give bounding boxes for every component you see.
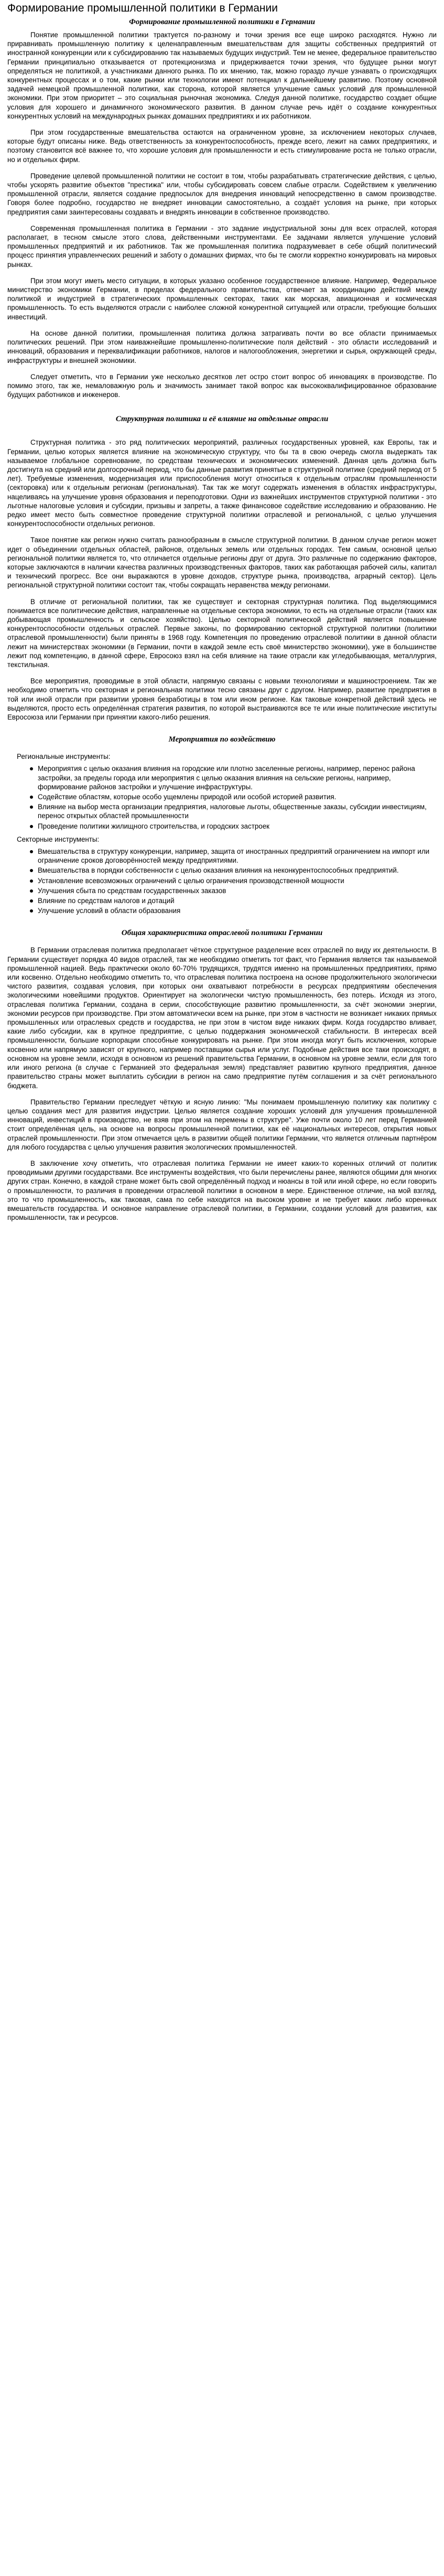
general-paragraph: В заключение хочу отметить, что отраслевая политика Германии не имеет каких-то коренных отличий от политик проводимыми другими государствами. Все инструменты воздействия, что были перечислены ранее, являются общими для многих других стран. Конечно, в каждой стране может быть свой определённый подход и нюансы в той или иной сфере, но если говорить о промышленности, то различия в проведении отраслевой политики в основном в мере. Единственное отличие, на мой взгляд, это то что промышленность, как таковая, сама по себе находится на высоком уровне и не требует каких либо коренных вмешательств государства. И основное направление отраслевой политики, в Германии, создании условий для развития, как промышленности, так и ресурсов.	[7, 1159, 437, 1222]
sector-instruments-list	[7, 847, 437, 915]
regional-instruments-label: Региональные инструменты:	[17, 753, 111, 761]
intro-paragraph: На основе данной политики, промышленная политика должна затрагивать почти во все области принимаемых политических решений. При этом наиважнейшие промышленно-политические поля действий - это области исследований и инноваций, образования и переквалификации работников, налогов и налогообложения, энергетики и сырья, окружающей среды, инфраструктуры и внешней экономики.	[7, 329, 437, 364]
list-item: Улучшение условий в области образования	[38, 906, 437, 915]
list-item: Влияние по средствам налогов и дотаций	[38, 896, 437, 905]
list-item: Влияние на выбор места организации предприятия, налоговые льготы, общественные заказы, субсидии инвестициям, перенос открытых областей промышленности	[38, 802, 437, 820]
intro-paragraph: При этом государственные вмешательства остаются на ограниченном уровне, за исключением некоторых случаев, которые будут описаны ниже. Ведь ответственность за конкурентоспособность, прежде всего, лежит на самих предприятиях, и поэтому становится всё важнее то, что хорошие условия для промышленности и есть стимулирование роста не только отрасли, но и отдельных фирм.	[7, 128, 437, 164]
intro-paragraph: При этом могут иметь место ситуации, в которых указано особенное государственное влияние. Например, Федеральное министерство экономики Германии, в пределах федерального правительства, отвечает за координацию действий между политикой и индустрией в стратегических промышленных секторах, таких как морская, авиационная и космическая промышленность. То есть выделяются отрасли с наиболее сложной конкурентной ситуацией или отрасли, требующие больших инвестиций.	[7, 276, 437, 321]
sector-instruments-label: Секторные инструменты:	[17, 835, 100, 843]
regional-instruments-list	[7, 764, 437, 830]
list-item: Проведение политики жилищного строительства, и городских застроек	[38, 822, 437, 831]
intro-paragraph: Современная промышленная политика в Германии - это задание индустриальной зоны для всех отраслей, которая располагает, в тесном смысле этого слова, действенными инструментами. Ее задачами является улучшение условий промышленных предприятий и их работников. Так же промышленная политика подразумевает в себе общий политический процесс принятия управленческих решений и заботу о домашних фирмах, что бы те смогли корректно конкурировать на мировых рынках.	[7, 224, 437, 269]
section-heading-general-characteristics: Общая характеристика отраслевой политики Германии	[121, 929, 323, 938]
section-heading-structural-policy: Структурная политика и её влияние на отдельные отрасли	[115, 415, 329, 424]
intro-paragraph: Проведение целевой промышленной политики не состоит в том, чтобы разрабатывать стратегические действия, с целью, чтобы ускорять развитие объектов "престижа" или, чтобы субсидировать совсем слабые отрасли. Содействием к увеличению промышленной отрасли, является создание предпосылок для внедрения инноваций непосредственно в самом производстве. Говоря более подробно, государство не внедряет инновации самостоятельно, а создаёт условия на рынке, при которых предприятия сами заинтересованы создавать и внедрять инновации в собственное производство.	[7, 171, 437, 216]
list-item: Содействие областям, которые особо ущемлены природой или особой историей развития.	[38, 792, 437, 801]
intro-paragraph: Следует отметить, что в Германии уже несколько десятков лет остро стоит вопрос об инновациях в производстве. По помимо этого, так же, немаловажную роль и значимость занимает такой вопрос как высококвалифицированное образование будущих работников и инженеров.	[7, 372, 437, 399]
general-paragraph: В Германии отраслевая политика предполагает чёткое структурное разделение всех отраслей по виду их деятельности. В Германии существует порядка 40 видов отраслей, так же необходимо отметить тот факт, что Германия является так называемой промышленной нацией. Ведь практически около 60-70% трудящихся, трудятся именно на промышленных предприятиях, прямо или косвенно. Отдельно необходимо отметить то, что отраслевая политика построена на основе продолжительного экологически чистого развития, создавая условия, при которых они охватывают потребности в ресурсах предприятиям обеспечения экологическими новейшими продуктов. Ориентирует на экологически чистую промышленность, без потерь. Исходя из этого, отраслевая политика Германии, создана в серии, способствующие развитию промышленности, за счёт экономии энергии, экономии ресурсов при производстве. При этом автоматически всем на рынке, при этом в частности не возникает никаких прямых промышленных или отраслевых средств и государства, не при этом в чистом виде никаких фирм. Когда государство вливает, какие либо субсидии, как в крупное предприятие, с целью поддержания экономической стабильности. В интересах всей промышленности, большие корпорации способные конкурировать на рынке. При этом иногда могут быть исключения, которые косвенно или напрямую зависят от крупного, например поставщики сырья или услуг. Подобные действия все таки происходят, в основном на уровне земли, исходя в основном из решений правительства Германии, в основном на уровне земли, если для того или иного региона (в случае с Германией это федеральная земля) представляет развитию крупного предприятия, данное правительство страны может выплатить субсидии в регион на само предприятие путём соглашения и за счёт регионального бюджета.	[7, 946, 437, 1090]
structural-paragraph: Такое понятие как регион нужно считать разнообразным в смысле структурной политики. В данном случае регион может идет о объединении отдельных областей, районов, отдельных земель или отдельных городах. Тем самым, основной целью региональной политики является то, что отличается отдельные регионы друг от друга. Это различные по содержанию факторов, которые заключаются в наличии качества различных производственных факторов, таких как работающая рабочей силы, капитал и технический прогресс. Все они выражаются в уровне доходов, структуре рынка, производства, аграрный сектор). Цель региональной структурной политики состоит так, чтобы сокращать неравенства между регионами.	[7, 536, 437, 589]
intro-paragraph: Понятие промышленной политики трактуется по-разному и точки зрения все еще широко расходятся. Нужно ли приравнивать промышленную политику к целенаправленным вмешательствам для защиты собственных предприятий от иностранной конкуренции или к субсидированию так называемых будущих индустрий. Тем не менее, федеральное правительство Германии принципиально отказывается от протекционизма и придерживается точки зрения, что будущее рынки могут определяться не политикой, а участниками данного рынка. По их мнению, так, можно гораздо лучше узнавать о происходящих конкурентных процессах и о том, какие рынки или технологии имеют потенциал к дальнейшему развитию. Поэтому основной задачей немецкой промышленной политики, как сторона, которой является улучшение самых условий для промышленной экономики. При этом приоритет – это социальная рыночная экономика. Следуя данной политике, государство создает общие условия для хорошего и динамичного экономического развития. В данном случае речь идёт о создание конкурентных конкурентных условий на международных рынках домашних предприятиях и их работником.	[7, 31, 437, 120]
list-item: Вмешательства в порядки собственности с целью оказания влияния на неконкурентоспособных предприятий.	[38, 866, 437, 875]
structural-paragraph: Все мероприятия, проводимые в этой области, напрямую связаны с новыми технологиями и машиностроением. Так же необходимо отметить что секторная и региональная политики тесно связаны друг с другом. Например, развитие предприятия в той или иной отрасли при развитии уровня безработицы в том или ином регионе. Как таковые конкретной действий здесь не выделяются, просто есть определённая стратегия развития, по которой выстраиваются все те или иные политические институты Евросоюза или Германии при принятии какого-либо решения.	[7, 677, 437, 721]
page-title: Формирование промышленной политики в Германии	[7, 2, 278, 14]
list-item: Установление всевозможных ограничений с целью ограничения производственной мощности	[38, 876, 437, 885]
document-subtitle: Формирование промышленной политики в Германии	[129, 18, 315, 26]
list-item: Улучшения сбыта по средствам государственных заказов	[38, 886, 437, 895]
list-item: Вмешательства в структуру конкуренции, например, защита от иностранных предприятий ограничением на импорт или ограничение сроков договорённостей между предприятиями.	[38, 847, 437, 865]
general-paragraph: Правительство Германии преследует чёткую и ясную линию: "Мы понимаем промышленную политику как политику с целью создания мест для развития индустрии. Целью является создание хороших условий для улучшения промышленной инноваций, инвестиций в производство, не взяв при этом на перемены в структуре". Уже почти около 10 лет перед Германией стоит определённая цель, на основе на вопросы промышленной политики, как её национальных интересов, открытия новых отраслей промышленности. При этом отмечается цель в развитии общей политики Германии, что является отличным партнёром для любого государства с целью улучшения развития экологических промышленностей.	[7, 1098, 437, 1151]
section-heading-measures: Мероприятия по воздействию	[168, 735, 276, 744]
structural-paragraph: Структурная политика - это ряд политических мероприятий, различных государственных уровней, как Европы, так и Германии, целью которых является влияние на экономическую структуру, что бы та в свою очередь смогла выдержать так называемое глобальное соревнование, по средствам технических и экономических изменений. Данная цель должна быть достигнута на средний или долгосрочный период, что бы данные развития принятые в структурной политике (средний период от 5 лет). Требуемые изменения, модернизация или приспособления могут относиться к отдельным отраслям промышленности (секторовка) или к отдельным регионам (региональная). Так так же могут содержать изменения в областях инфраструктуры, нацеливаясь на улучшение уровня образования и переподготовки. Одни из важнейших инструментов структурной политики - это льготные налоговые условия и субсидии, призывы и запреты, а также финансовое содействие исследованию и образованию. Не редко имеет место быть совместное проведение структурной политики отраслевой и региональной, с целью улучшения конкурентоспособности отдельных регионов.	[7, 438, 437, 528]
structural-paragraph: В отличие от региональной политики, так же существует и секторная структурная политика. Под выделяющимися понимается все политические действия, направленные на отдельные сектора экономики, то есть на отдельные отрасли (таких как добывающая промышленность и сельское хозяйство). Целью секторной политической действий является повышение конкурентоспособности отдельных отраслей. Первые законы, по формированию секторной структурной политики (политики отраслевой промышленности) были приняты в 1968 году. Компетенция по проведению отраслевой политики в данной области лежит на министерствах экономики (в Германии, почти в каждой земле есть своё министерство экономики), уже в большинстве лежит под компетенцию, в данной сфере, Евросоюз взял на себя влияние на такие отрасли как угледобывающая, металлургия, текстильная.	[7, 597, 437, 669]
list-item: Мероприятия с целью оказания влияния на городские или плотно заселенные регионы, например, перенос района застройки, за пределы города или мероприятия с целью оказания влияния на сельские регионы, например, формирование районов застройки и улучшение инфраструктуры.	[38, 764, 437, 791]
